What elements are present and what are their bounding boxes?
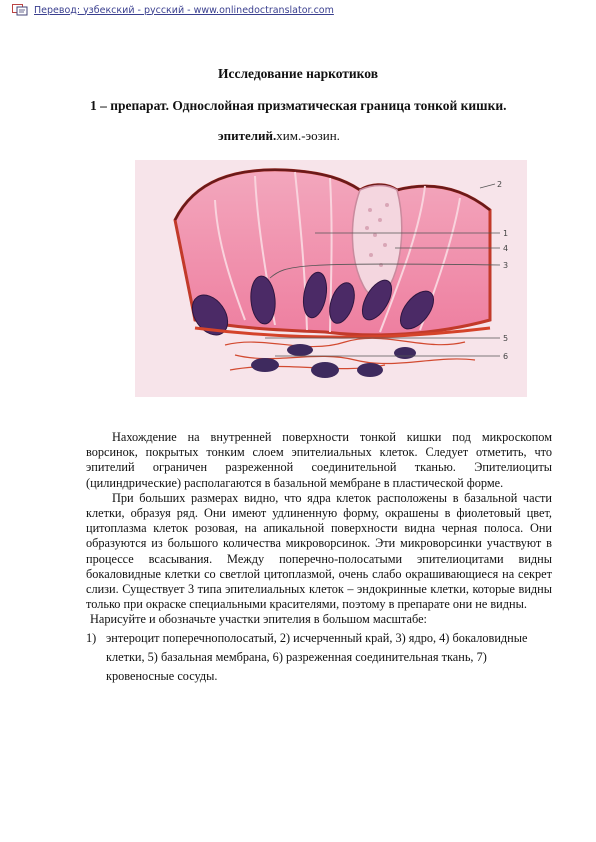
list-text: энтероцит поперечнополосатый, 2) исчерченный край, 3) ядро, 4) бокаловидные клетки, 5) базальная мембрана, 6) разреженная соединительная ткань, 7) кровеносные сосуды. [106,630,528,683]
preparation-subtitle: 1 – препарат. Однослойная призматическая граница тонкой кишки. [90,98,507,113]
epithelium-illustration [135,160,527,397]
paragraph-1: Нахождение на внутренней поверхности тонкой кишки под микроскопом ворсинок, покрытых тонким слоем эпителиальных клеток. Следует отметить, что эпителий ограничен разреженной соединительной тканью. Эпителиоциты (цилиндрические) располагаются в базальной мембране в пластической форме. [86,430,552,490]
translator-logo-icon [12,4,28,16]
paragraph-2: При больших размерах видно, что ядра клеток расположены в базальной части клетки, образуя ряд. Они имеют удлиненную форму, окрашены в фиолетовый цвет, цитоплазма клеток розовая, на апикальной поверхности видна черная полоса. Они образуются из большого количества микроворсинок. Эти микроворсинки участвуют в процессе всасывания. Между поперечно-полосатыми эпителиоцитами видны бокаловидные клетки со светлой цитоплазмой, очень слабо окрашивающиеся на секрет слизи. Существует 3 типа эпителиальных клеток – эндокринные клетки, которые видны только при окраске специальными красителями, поэтому в препарате они не видны. [86,490,552,612]
task-instruction: Нарисуйте и обозначьте участки эпителия в большом масштабе: [90,612,427,627]
label-1: 1 [503,229,509,238]
translator-link[interactable]: Перевод: узбекский - русский - www.onlinedoctranslator.com [34,4,334,16]
stain-line [218,128,340,144]
list-item [86,629,552,686]
stain-bold: эпителий. [218,128,277,143]
stain-rest: хим.-эозин. [276,128,340,143]
label-2: 2 [497,180,503,189]
label-5: 5 [503,334,509,343]
body-text [86,430,552,686]
label-3: 3 [503,261,509,270]
translator-bar [12,4,334,16]
list-number: 1) [86,630,97,645]
label-4: 4 [503,244,509,253]
page-title: Исследование наркотиков [217,66,378,81]
label-6: 6 [503,352,509,361]
